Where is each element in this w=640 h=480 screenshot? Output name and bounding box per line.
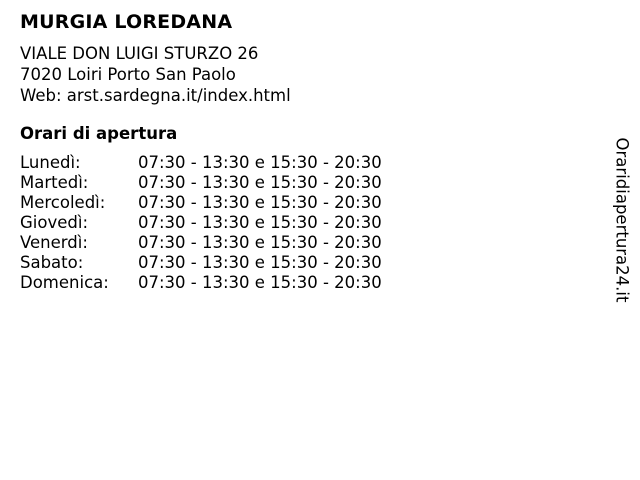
day-label: Venerdì: (20, 233, 88, 252)
business-card (20, 10, 580, 293)
day-label: Lunedì: (20, 153, 81, 172)
address-street: VIALE DON LUIGI STURZO 26 (20, 44, 259, 63)
hours-row-thursday (20, 213, 382, 233)
hours-row-wednesday (20, 193, 382, 213)
hours-row-friday (20, 233, 382, 253)
hours-value: 07:30 - 13:30 e 15:30 - 20:30 (138, 173, 382, 192)
opening-hours-title: Orari di apertura (20, 124, 178, 143)
hours-value: 07:30 - 13:30 e 15:30 - 20:30 (138, 193, 382, 212)
brand-watermark: Oraridiapertura24.it (612, 137, 632, 303)
hours-row-sunday (20, 273, 382, 293)
hours-row-monday (20, 153, 382, 173)
hours-row-saturday (20, 253, 382, 273)
hours-value: 07:30 - 13:30 e 15:30 - 20:30 (138, 253, 382, 272)
day-label: Martedì: (20, 173, 89, 192)
hours-value: 07:30 - 13:30 e 15:30 - 20:30 (138, 213, 382, 232)
hours-value: 07:30 - 13:30 e 15:30 - 20:30 (138, 153, 382, 172)
website-link[interactable]: Web: arst.sardegna.it/index.html (20, 86, 291, 105)
day-label: Sabato: (20, 253, 84, 272)
address-city: 7020 Loiri Porto San Paolo (20, 65, 236, 84)
hours-value: 07:30 - 13:30 e 15:30 - 20:30 (138, 273, 382, 292)
hours-row-tuesday (20, 173, 382, 193)
day-label: Giovedì: (20, 213, 88, 232)
business-name: MURGIA LOREDANA (20, 11, 233, 33)
day-label: Domenica: (20, 273, 109, 292)
opening-hours-table (20, 153, 382, 293)
day-label: Mercoledì: (20, 193, 106, 212)
hours-value: 07:30 - 13:30 e 15:30 - 20:30 (138, 233, 382, 252)
